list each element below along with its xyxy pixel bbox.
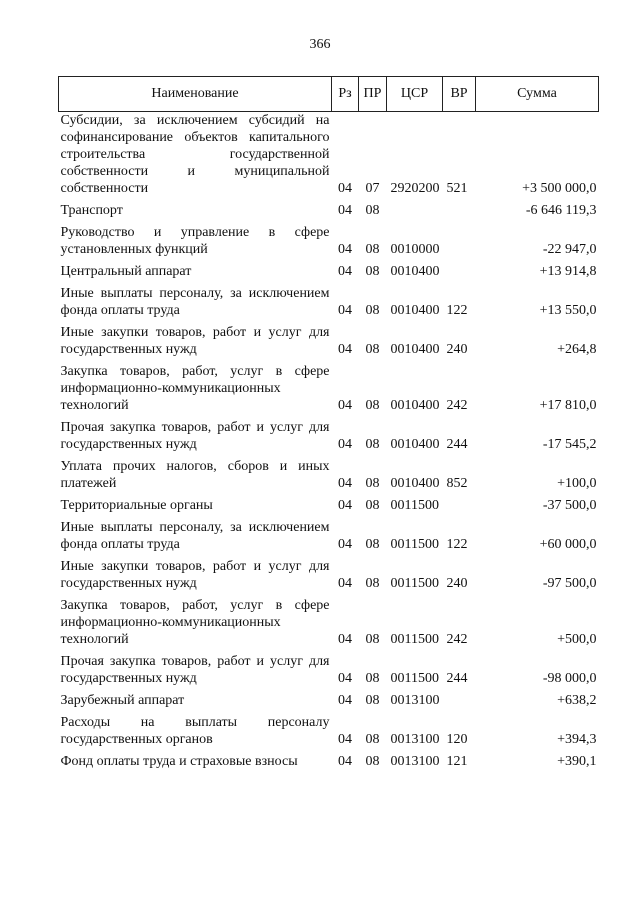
cell-csr: 0010000 (390, 242, 440, 257)
cell-csr: 2920200 (390, 181, 440, 196)
cell-pr: 07 (365, 181, 380, 196)
cell-rz: 04 (338, 342, 352, 357)
cell-pr: 08 (365, 732, 380, 747)
cell-sum: +13 550,0 (539, 303, 597, 318)
cell-name: Закупка товаров, работ, услуг в сфере информационно-коммуникационных технологий (60, 598, 330, 647)
cell-sum: -22 947,0 (542, 242, 597, 257)
table-row (59, 495, 599, 517)
cell-name: Прочая закупка товаров, работ и услуг для государственных нужд (60, 420, 330, 452)
cell-pr: 08 (365, 203, 380, 218)
cell-csr: 0010400 (390, 476, 440, 491)
cell-csr: 0013100 (390, 754, 440, 769)
cell-name: Расходы на выплаты персоналу государственных органов (60, 715, 330, 747)
cell-csr: 0010400 (390, 437, 440, 452)
cell-csr: 0010400 (390, 264, 440, 279)
table-row (59, 456, 599, 495)
table-header-row (59, 77, 599, 112)
cell-name: Центральный аппарат (60, 264, 192, 279)
cell-rz: 04 (338, 181, 352, 196)
header-rz: Рз (332, 77, 359, 112)
table-row (59, 417, 599, 456)
table-row (59, 261, 599, 283)
cell-vr: 120 (446, 732, 468, 747)
cell-rz: 04 (338, 242, 352, 257)
cell-rz: 04 (338, 732, 352, 747)
budget-table (58, 76, 599, 773)
cell-name: Транспорт (60, 203, 123, 218)
cell-csr: 0011500 (390, 632, 439, 647)
cell-vr: 121 (446, 754, 468, 769)
cell-vr (443, 690, 476, 712)
cell-pr: 08 (365, 754, 380, 769)
cell-pr: 08 (365, 398, 380, 413)
cell-csr: 0013100 (390, 693, 440, 708)
cell-sum: -97 500,0 (542, 576, 597, 591)
cell-sum: +264,8 (557, 342, 597, 357)
cell-name: Иные закупки товаров, работ и услуг для государственных нужд (60, 559, 330, 591)
cell-csr: 0013100 (390, 732, 440, 747)
cell-vr: 244 (446, 437, 468, 452)
cell-sum: -6 646 119,3 (525, 203, 597, 218)
cell-pr: 08 (365, 342, 380, 357)
cell-sum: +390,1 (557, 754, 597, 769)
cell-pr: 08 (365, 632, 380, 647)
cell-pr: 08 (365, 303, 380, 318)
cell-vr: 242 (446, 398, 468, 413)
cell-sum: +17 810,0 (539, 398, 597, 413)
header-csr: ЦСР (387, 77, 443, 112)
table-row (59, 283, 599, 322)
cell-name: Иные выплаты персоналу, за исключением фонда оплаты труда (60, 520, 330, 552)
cell-rz: 04 (338, 437, 352, 452)
cell-csr: 0010400 (390, 303, 440, 318)
table-row (59, 361, 599, 417)
cell-sum: +394,3 (557, 732, 597, 747)
cell-vr: 122 (446, 537, 468, 552)
table-body (59, 112, 599, 774)
cell-vr (443, 261, 476, 283)
cell-name: Руководство и управление в сфере установленных функций (60, 225, 330, 257)
cell-rz: 04 (338, 398, 352, 413)
cell-vr: 240 (446, 576, 468, 591)
page-number: 366 (309, 37, 331, 52)
cell-vr: 852 (446, 476, 468, 491)
cell-name: Субсидии, за исключением субсидий на софинансирование объектов капитального строительства государственной собственности и муниципальной собственности (60, 113, 330, 196)
cell-pr: 08 (365, 693, 380, 708)
cell-pr: 08 (365, 437, 380, 452)
cell-rz: 04 (338, 693, 352, 708)
cell-sum: +13 914,8 (539, 264, 597, 279)
cell-rz: 04 (338, 498, 352, 513)
cell-csr: 0011500 (390, 576, 439, 591)
cell-csr: 0011500 (390, 537, 439, 552)
table-row (59, 222, 599, 261)
cell-csr (387, 200, 443, 222)
cell-csr: 0010400 (390, 342, 440, 357)
cell-pr: 08 (365, 576, 380, 591)
cell-csr: 0011500 (390, 671, 439, 686)
cell-rz: 04 (338, 671, 352, 686)
cell-sum: -98 000,0 (542, 671, 597, 686)
cell-sum: -37 500,0 (542, 498, 597, 513)
table-row (59, 556, 599, 595)
cell-vr: 122 (446, 303, 468, 318)
header-name: Наименование (59, 77, 332, 112)
cell-vr: 242 (446, 632, 468, 647)
cell-csr: 0011500 (390, 498, 439, 513)
header-pr: ПР (359, 77, 387, 112)
cell-name: Закупка товаров, работ, услуг в сфере информационно-коммуникационных технологий (60, 364, 330, 413)
cell-name: Иные выплаты персоналу, за исключением фонда оплаты труда (60, 286, 330, 318)
cell-name: Фонд оплаты труда и страховые взносы (60, 754, 298, 769)
cell-rz: 04 (338, 576, 352, 591)
cell-vr: 244 (446, 671, 468, 686)
cell-sum: +638,2 (557, 693, 597, 708)
table-row (59, 200, 599, 222)
table-row (59, 517, 599, 556)
cell-pr: 08 (365, 264, 380, 279)
header-sum: Сумма (476, 77, 599, 112)
cell-rz: 04 (338, 303, 352, 318)
cell-sum: -17 545,2 (542, 437, 597, 452)
cell-sum: +100,0 (557, 476, 597, 491)
cell-name: Уплата прочих налогов, сборов и иных платежей (60, 459, 330, 491)
cell-name: Иные закупки товаров, работ и услуг для государственных нужд (60, 325, 330, 357)
cell-name: Прочая закупка товаров, работ и услуг для государственных нужд (60, 654, 330, 686)
cell-pr: 08 (365, 242, 380, 257)
cell-rz: 04 (338, 476, 352, 491)
cell-rz: 04 (338, 754, 352, 769)
cell-vr (443, 200, 476, 222)
cell-rz: 04 (338, 264, 352, 279)
cell-name: Зарубежный аппарат (60, 693, 185, 708)
cell-vr: 521 (446, 181, 468, 196)
cell-sum: +3 500 000,0 (522, 181, 597, 196)
cell-vr (443, 222, 476, 261)
cell-name: Территориальные органы (60, 498, 213, 513)
cell-pr: 08 (365, 671, 380, 686)
table-row (59, 690, 599, 712)
cell-rz: 04 (338, 203, 352, 218)
table-row (59, 112, 599, 201)
cell-vr: 240 (446, 342, 468, 357)
cell-rz: 04 (338, 537, 352, 552)
cell-sum: +60 000,0 (539, 537, 597, 552)
cell-sum: +500,0 (557, 632, 597, 647)
table-row (59, 751, 599, 773)
table-row (59, 322, 599, 361)
table-row (59, 651, 599, 690)
cell-pr: 08 (365, 498, 380, 513)
cell-pr: 08 (365, 537, 380, 552)
cell-rz: 04 (338, 632, 352, 647)
table-row (59, 595, 599, 651)
cell-pr: 08 (365, 476, 380, 491)
cell-vr (443, 495, 476, 517)
cell-csr: 0010400 (390, 398, 440, 413)
table-row (59, 712, 599, 751)
header-vr: ВР (443, 77, 476, 112)
